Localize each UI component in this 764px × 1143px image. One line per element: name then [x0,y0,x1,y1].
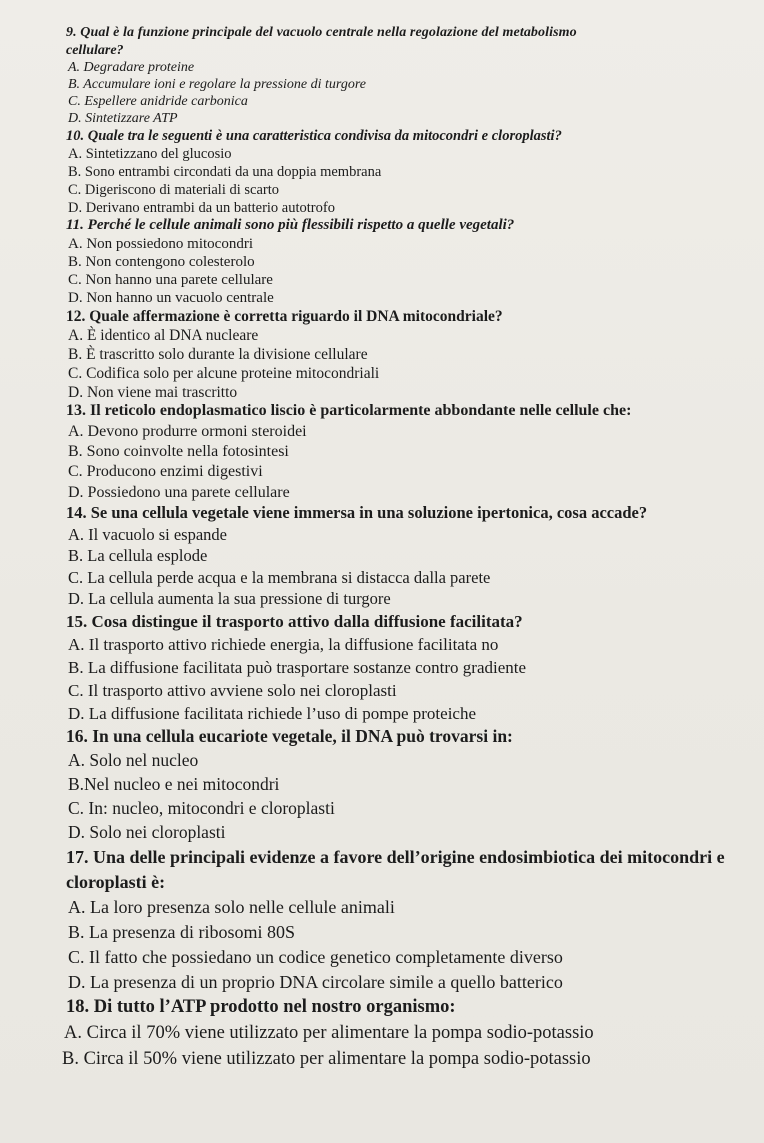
question-9-title: 9. Qual è la funzione principale del vacuolo centrale nella regolazione del metabolismo [66,25,577,40]
question-13-option-d: D. Possiedono una parete cellulare [68,484,290,501]
question-13-option-c: C. Producono enzimi digestivi [68,463,263,480]
question-14-option-a: A. Il vacuolo si espande [68,525,227,544]
question-11-title: 11. Perché le cellule animali sono più flessibili rispetto a quelle vegetali? [66,217,515,233]
question-11-option-d: D. Non hanno un vacuolo centrale [68,290,274,306]
question-13-option-b: B. Sono coinvolte nella fotosintesi [68,443,289,460]
question-9-option-d: D. Sintetizzare ATP [68,111,178,126]
question-16-title: 16. In una cellula eucariote vegetale, il DNA può trovarsi in: [66,726,513,746]
question-16-option-a: A. Solo nel nucleo [68,750,199,770]
question-13-title: 13. Il reticolo endoplasmatico liscio è particolarmente abbondante nelle cellule che: [66,402,632,419]
question-18-option-b: B. Circa il 50% viene utilizzato per alimentare la pompa sodio-potassio [62,1049,591,1069]
question-16-option-d: D. Solo nei cloroplasti [68,822,226,842]
question-10-option-a: A. Sintetizzano del glucosio [68,146,232,162]
question-16-option-b: B.Nel nucleo e nei mitocondri [68,774,280,794]
question-12-option-c: C. Codifica solo per alcune proteine mitocondriali [68,365,380,382]
question-17-option-a: A. La loro presenza solo nelle cellule animali [68,897,395,917]
question-18-title: 18. Di tutto l’ATP prodotto nel nostro organismo: [66,997,456,1017]
question-10-title: 10. Quale tra le seguenti è una caratteristica condivisa da mitocondri e cloroplasti? [66,128,562,144]
question-18-option-a: A. Circa il 70% viene utilizzato per alimentare la pompa sodio-potassio [64,1023,594,1043]
question-15-option-c: C. Il trasporto attivo avviene solo nei cloroplasti [68,681,397,700]
question-9-option-b: B. Accumulare ioni e regolare la pressione di turgore [68,77,366,92]
question-13-option-a: A. Devono produrre ormoni steroidei [68,423,307,440]
question-17-option-d: D. La presenza di un proprio DNA circolare simile a quello batterico [68,972,563,992]
question-12-title: 12. Quale affermazione è corretta riguardo il DNA mitocondriale? [66,308,503,325]
question-15-option-b: B. La diffusione facilitata può trasportare sostanze contro gradiente [68,658,527,677]
question-11-option-c: C. Non hanno una parete cellulare [68,272,273,288]
question-10-option-c: C. Digeriscono di materiali di scarto [68,182,280,198]
question-17-title: 17. Una delle principali evidenze a favore dell’origine endosimbiotica dei mitocondri e [66,847,725,867]
question-12-option-a: A. È identico al DNA nucleare [68,327,259,344]
question-16-option-c: C. In: nucleo, mitocondri e cloroplasti [68,798,335,818]
question-11-option-a: A. Non possiedono mitocondri [68,236,253,252]
question-14-option-d: D. La cellula aumenta la sua pressione di turgore [68,589,391,608]
question-14-title: 14. Se una cellula vegetale viene immersa in una soluzione ipertonica, cosa accade? [66,503,648,522]
question-12-option-d: D. Non viene mai trascritto [68,384,238,401]
question-9-title-cont: cellulare? [66,43,124,58]
question-17-option-b: B. La presenza di ribosomi 80S [68,922,295,942]
question-10-option-d: D. Derivano entrambi da un batterio autotrofo [68,200,335,216]
question-9-option-c: C. Espellere anidride carbonica [68,94,248,109]
question-14-option-c: C. La cellula perde acqua e la membrana si distacca dalla parete [68,568,491,587]
question-9-option-a: A. Degradare proteine [68,60,195,75]
question-15-title: 15. Cosa distingue il trasporto attivo dalla diffusione facilitata? [66,612,523,631]
question-15-option-d: D. La diffusione facilitata richiede l’uso di pompe proteiche [68,704,477,723]
question-15-option-a: A. Il trasporto attivo richiede energia, la diffusione facilitata no [68,635,499,654]
question-11-option-b: B. Non contengono colesterolo [68,254,255,270]
question-17-title-cont: cloroplasti è: [66,872,166,892]
question-14-option-b: B. La cellula esplode [68,546,208,565]
question-10-option-b: B. Sono entrambi circondati da una doppia membrana [68,164,382,180]
question-17-option-c: C. Il fatto che possiedano un codice genetico completamente diverso [68,947,563,967]
question-12-option-b: B. È trascritto solo durante la divisione cellulare [68,346,368,363]
